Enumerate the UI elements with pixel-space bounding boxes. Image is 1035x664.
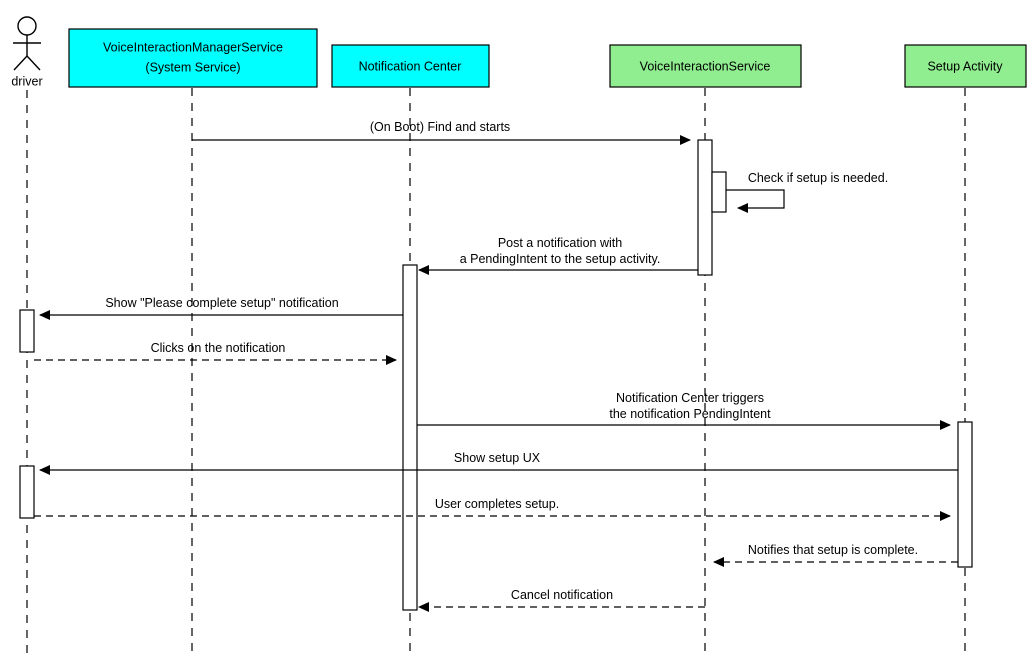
message-label-line2: a PendingIntent to the setup activity. [459, 252, 661, 266]
activation-vis-boot [698, 140, 712, 275]
message-label: User completes setup. [434, 497, 560, 511]
message-label: Show setup UX [453, 451, 541, 465]
activation-notification-center [403, 265, 417, 610]
message-label: Clicks on the notification [150, 341, 286, 355]
message-notification-center-triggers-pendingintent [417, 391, 950, 425]
message-label: Notification Center triggers [616, 391, 764, 405]
participant-label-vims-line2: (System Service) [145, 60, 241, 75]
message-label: Notifies that setup is complete. [747, 543, 919, 557]
message-notifies-setup-complete [714, 543, 958, 562]
message-label: Show "Please complete setup" notification [105, 296, 339, 310]
participant-label-vims: VoiceInteractionManagerService [103, 40, 283, 55]
actor-label-driver: driver [11, 74, 43, 89]
message-label: Cancel notification [510, 588, 614, 602]
message-label: Check if setup is needed. [747, 171, 889, 185]
participant-box-vims[interactable] [69, 29, 317, 87]
participant-label-setup-activity: Setup Activity [927, 59, 1003, 74]
message-user-completes-setup [34, 497, 950, 516]
message-label: Post a notification with [497, 236, 623, 250]
message-clicks-on-the-notification [34, 341, 396, 360]
message-cancel-notification [419, 588, 705, 607]
participant-label-notification-center: Notification Center [358, 59, 462, 74]
participant-label-vis: VoiceInteractionService [639, 59, 771, 74]
message-on-boot-find-and-starts [192, 120, 690, 140]
activation-driver-notification [20, 310, 34, 352]
activation-vis-self [712, 172, 726, 212]
message-label: (On Boot) Find and starts [369, 120, 511, 134]
message-show-setup-ux [40, 451, 958, 470]
actor-driver [13, 17, 41, 70]
message-post-a-notification [419, 236, 698, 270]
message-check-if-setup-is-needed [726, 171, 888, 208]
activation-driver-setup [20, 466, 34, 518]
message-label-line2: the notification PendingIntent [609, 407, 771, 421]
activation-setup-activity [958, 422, 972, 567]
message-show-please-complete-setup-notification [40, 296, 403, 315]
